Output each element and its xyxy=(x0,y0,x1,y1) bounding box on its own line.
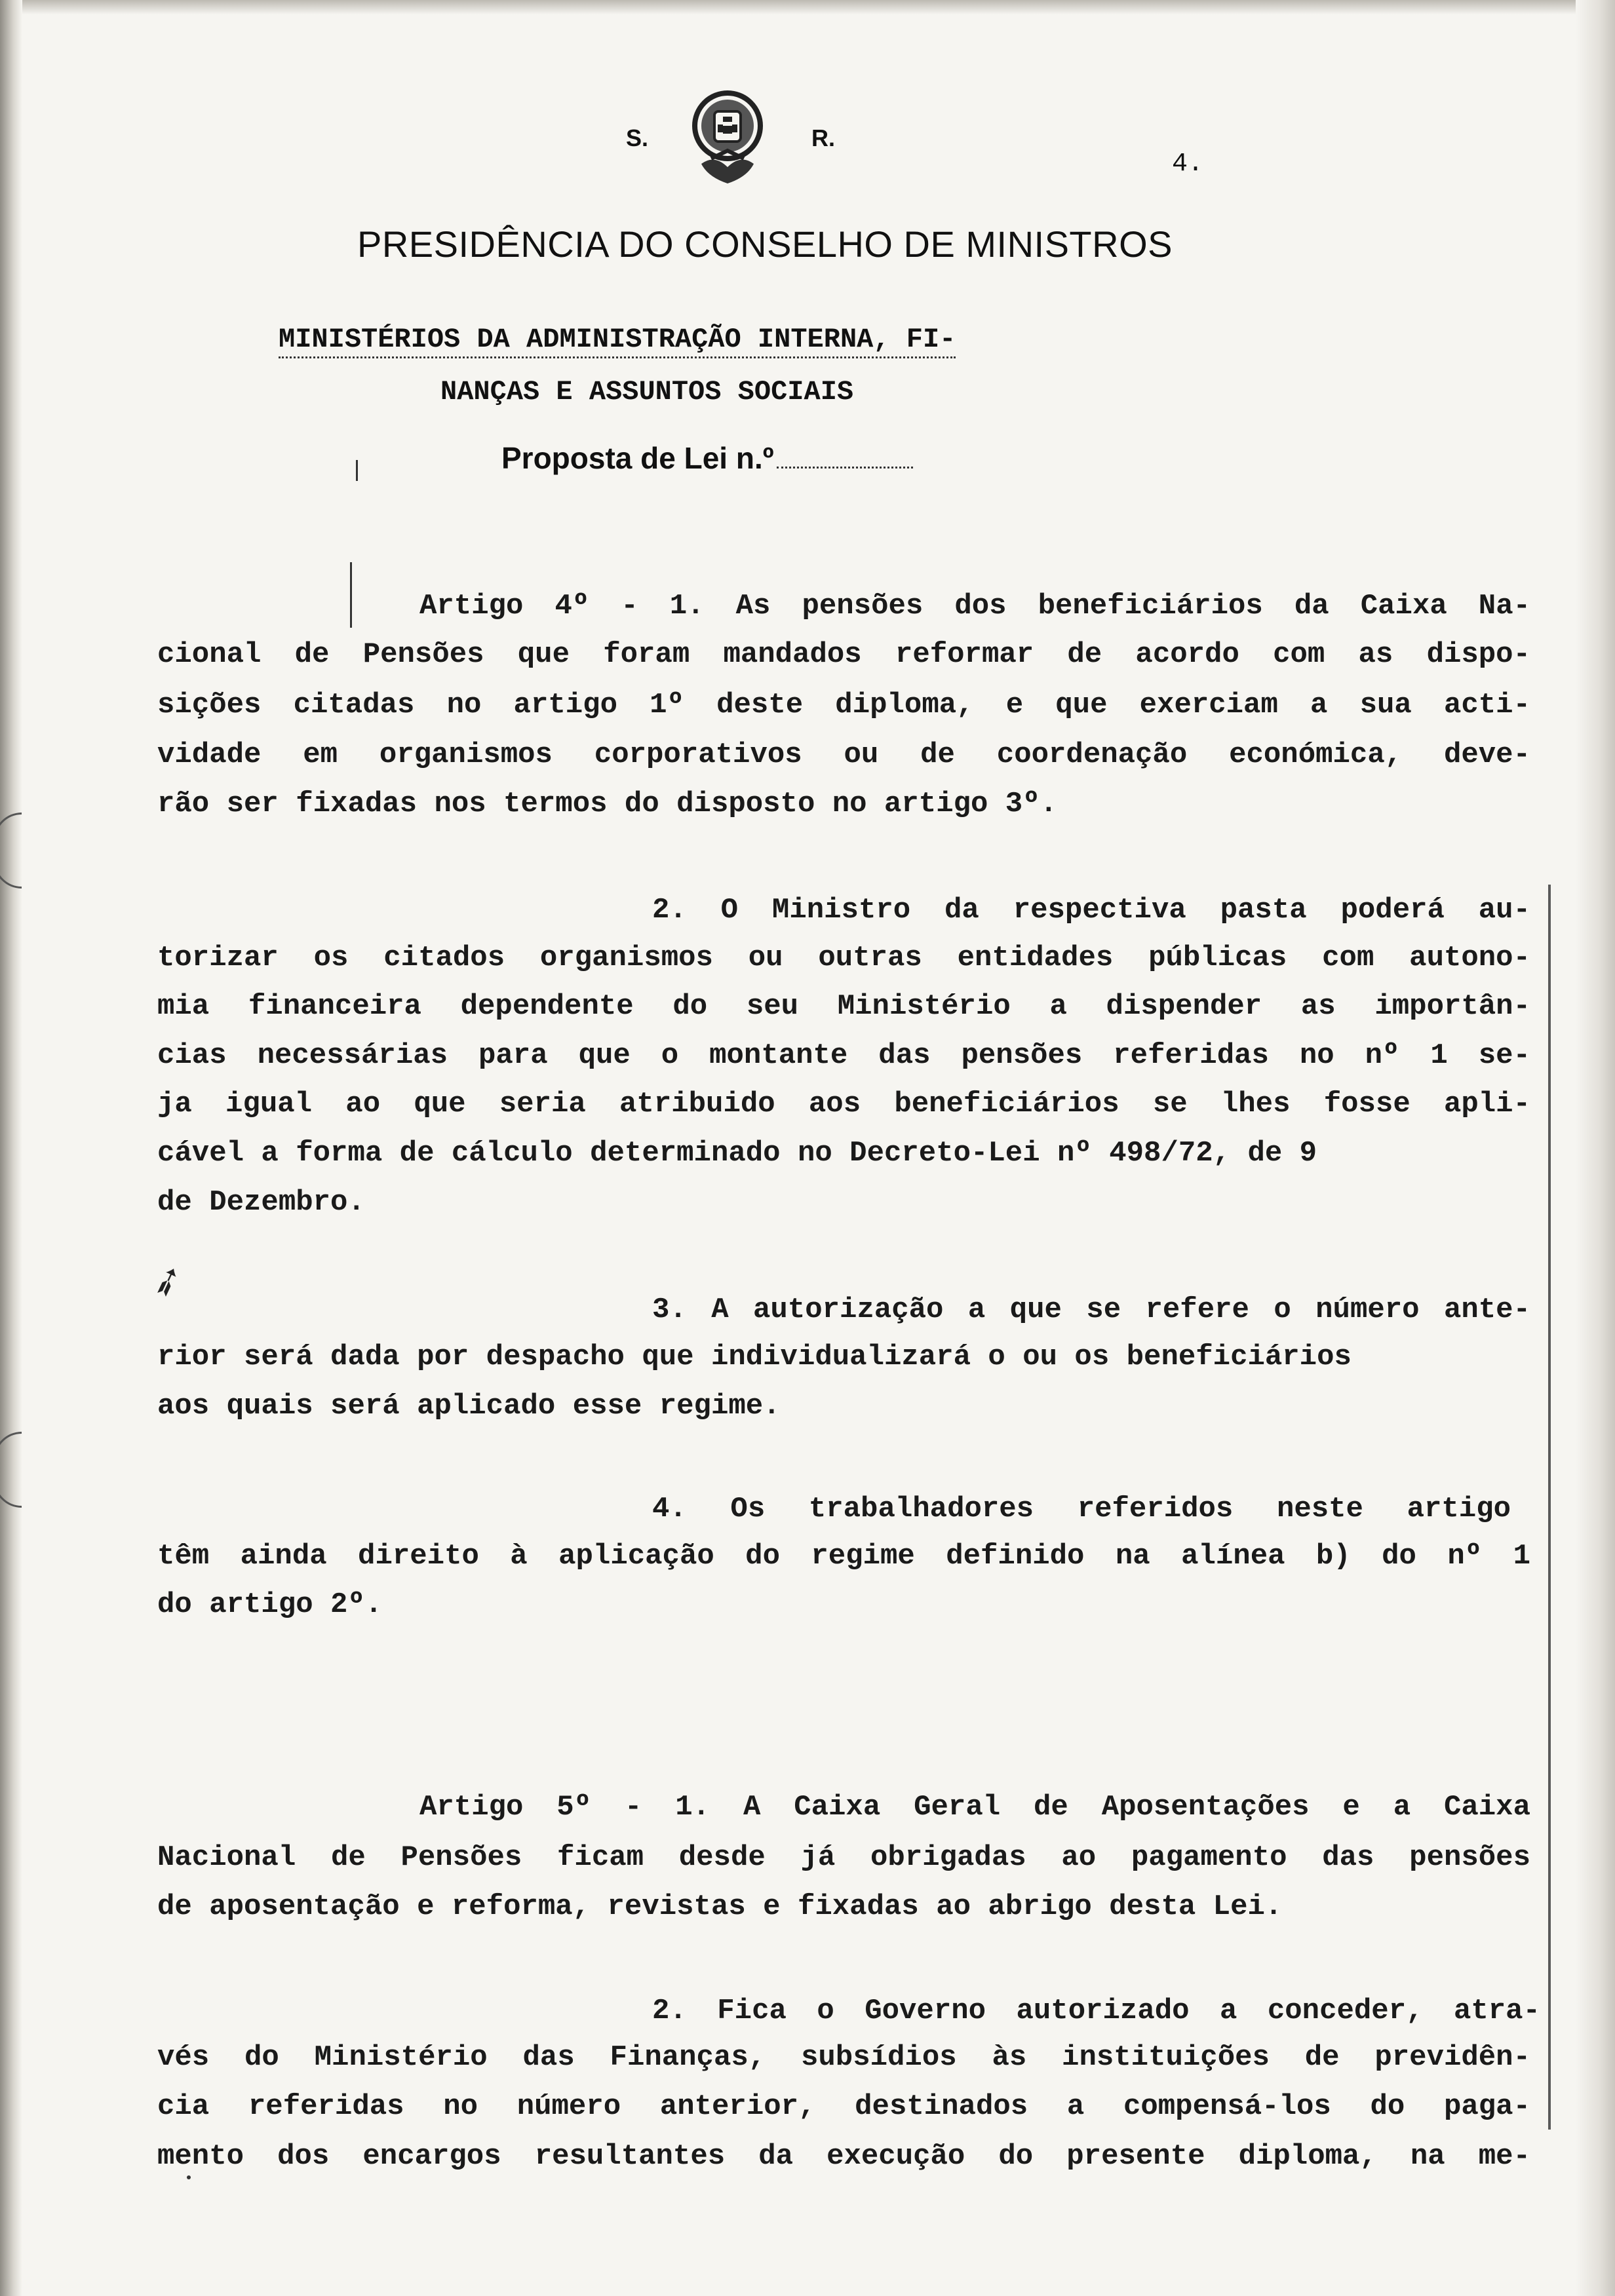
presidency-heading: PRESIDÊNCIA DO CONSELHO DE MINISTROS xyxy=(357,223,1173,265)
article4-p2-line: mia financeira dependente do seu Ministério a dispender as importân- xyxy=(157,990,1530,1023)
article4-p2-line: torizar os citados organismos ou outras entidades públicas com autono- xyxy=(157,942,1530,974)
proposal-title xyxy=(501,440,913,476)
article4-p2-line: de Dezembro. xyxy=(157,1186,365,1219)
punch-hole-mark xyxy=(0,1432,22,1508)
margin-mark xyxy=(356,460,358,481)
stray-dot xyxy=(187,2175,191,2179)
seal-right-letter: R. xyxy=(811,124,835,151)
article4-p4-line: do artigo 2º. xyxy=(157,1588,383,1621)
proposal-label: Proposta de Lei n.º xyxy=(501,441,774,475)
seal-left-letter: S. xyxy=(626,124,649,151)
article4-p3-line: aos quais será aplicado esse regime. xyxy=(157,1390,781,1423)
article4-p3-line: rior será dada por despacho que individualizará o ou os beneficiários xyxy=(157,1341,1352,1373)
article5-p1-line: Artigo 5º - 1. A Caixa Geral de Aposentações e a Caixa xyxy=(419,1791,1530,1824)
article4-p1-line: sições citadas no artigo 1º deste diploma, e que exerciam a sua acti- xyxy=(157,689,1530,721)
article5-p2-line: vés do Ministério das Finanças, subsídios às instituições de previdên- xyxy=(157,2041,1530,2074)
handwritten-arrow-icon: ➶ xyxy=(144,1254,191,1307)
article5-p2-line: cia referidas no número anterior, destinados a compensá-los do paga- xyxy=(157,2090,1530,2123)
article5-p2-line: mento dos encargos resultantes da execução do presente diploma, na me- xyxy=(157,2140,1530,2173)
article4-p1-line: cional de Pensões que foram mandados reformar de acordo com as dispo- xyxy=(157,638,1530,671)
ministries-heading-line-1: MINISTÉRIOS DA ADMINISTRAÇÃO INTERNA, FI- xyxy=(279,324,956,358)
article4-p3-line: 3. A autorização a que se refere o número ante- xyxy=(652,1293,1530,1326)
article4-p4-line: 4. Os trabalhadores referidos neste artigo xyxy=(652,1493,1511,1525)
article4-p2-line: cável a forma de cálculo determinado no Decreto-Lei nº 498/72, de 9 xyxy=(157,1137,1317,1170)
scan-edge-top xyxy=(0,0,1615,14)
article5-p2-line: 2. Fica o Governo autorizado a conceder, atra- xyxy=(652,1995,1540,2027)
ministries-heading-line-2: NANÇAS E ASSUNTOS SOCIAIS xyxy=(440,376,854,408)
scan-edge-left xyxy=(0,0,22,2296)
proposal-number-blank xyxy=(777,467,913,469)
article4-p2-line: ja igual ao que seria atribuido aos beneficiários se lhes fosse apli- xyxy=(157,1088,1530,1120)
page-number: 4. xyxy=(1172,149,1204,179)
margin-rule xyxy=(1548,885,1551,2130)
punch-hole-mark xyxy=(0,813,22,889)
article4-p1-line: Artigo 4º - 1. As pensões dos beneficiários da Caixa Na- xyxy=(419,590,1530,622)
article4-p2-line: 2. O Ministro da respectiva pasta poderá au- xyxy=(652,894,1530,927)
article4-p4-line: têm ainda direito à aplicação do regime definido na alínea b) do nº 1 xyxy=(157,1540,1530,1573)
article5-p1-line: de aposentação e reforma, revistas e fixadas ao abrigo desta Lei. xyxy=(157,1890,1283,1923)
article5-p1-line: Nacional de Pensões ficam desde já obrigadas ao pagamento das pensões xyxy=(157,1841,1530,1874)
coat-of-arms-icon xyxy=(685,85,770,193)
article4-p1-line: vidade em organismos corporativos ou de coordenação económica, deve- xyxy=(157,738,1530,771)
margin-mark xyxy=(350,562,352,628)
scan-edge-right xyxy=(1576,0,1615,2296)
article4-p1-line: rão ser fixadas nos termos do disposto no artigo 3º. xyxy=(157,788,1058,820)
article4-p2-line: cias necessárias para que o montante das pensões referidas no nº 1 se- xyxy=(157,1039,1530,1072)
